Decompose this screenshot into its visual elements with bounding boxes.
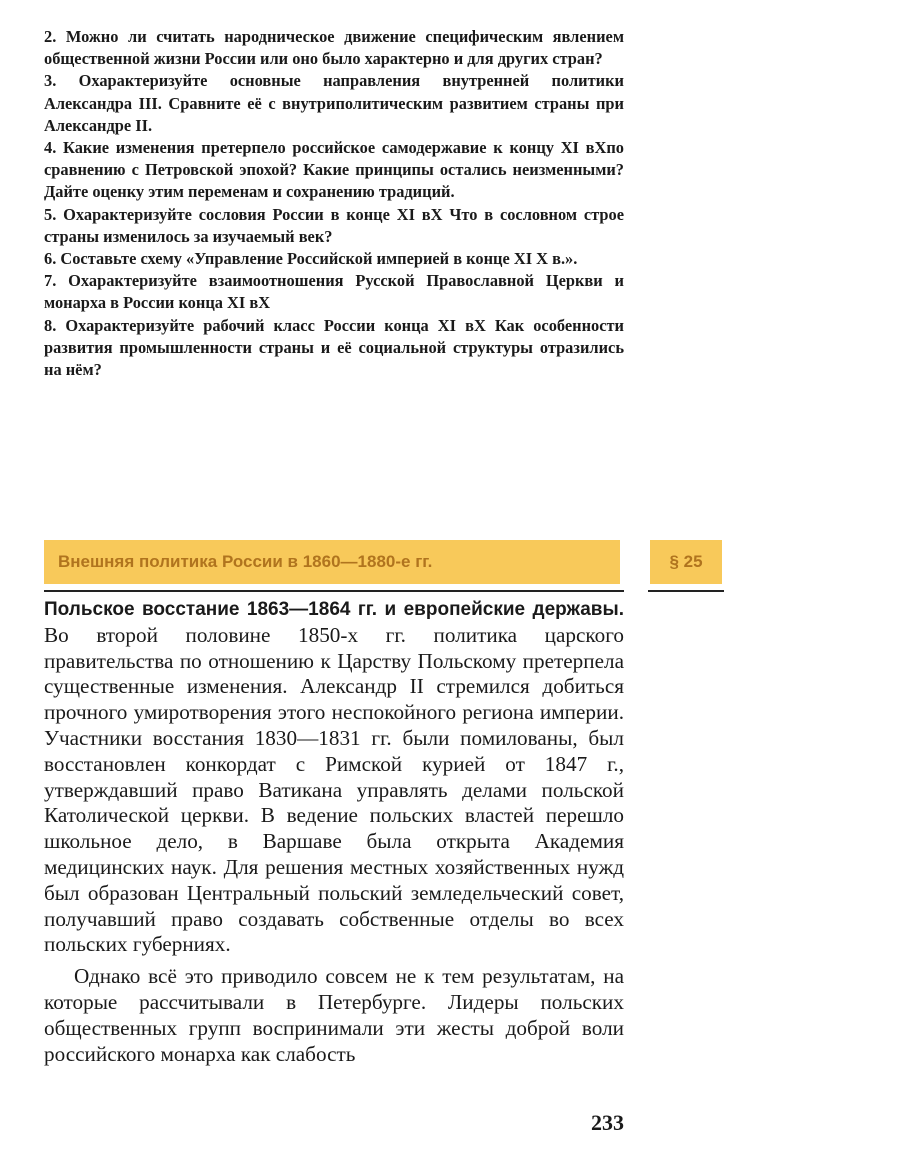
question-8: 8. Охарактеризуйте рабочий класс России конца XI вX Как особенности развития промышленности страны и её социальной структуры отразились на нём?	[44, 315, 624, 380]
paragraph-2: Однако всё это приводило совсем не к тем результатам, на которые рассчитывали в Петербурге. Лидеры польских общественных групп воспринимали эти жесты доброй воли российского монарха как слабость	[44, 964, 624, 1066]
review-questions	[44, 26, 624, 381]
paragraph-1	[44, 596, 624, 958]
section-title: Внешняя политика России в 1860—1880-е гг.	[58, 552, 433, 571]
article-body	[44, 596, 624, 1067]
question-5: 5. Охарактеризуйте сословия России в конце XI вX Что в сословном строе страны изменилось за изучаемый век?	[44, 204, 624, 246]
question-3: 3. Охарактеризуйте основные направления внутренней политики Александра III. Сравните её с внутриполитическим развитием страны при Александре II.	[44, 71, 624, 135]
page-number: 233	[591, 1110, 624, 1135]
question-4: 4. Какие изменения претерпело российское самодержавие к концу XI вXпо сравнению с Петровской эпохой? Какие принципы остались неизменными? Дайте оценку этим переменам и сохранению традиций.	[44, 138, 624, 202]
title-underline	[44, 590, 624, 592]
paragraph-heading: Польское восстание 1863—1864 гг. и европейские державы.	[44, 599, 624, 620]
question-2: 2. Можно ли считать народническое движение специфическим явлением общественной жизни России или оно было характерно и для других стран?	[44, 27, 624, 69]
question-7: 7. Охарактеризуйте взаимоотношения Русской Православной Церкви и монарха в России конца XI вX	[44, 271, 624, 313]
question-6: 6. Составьте схему «Управление Российской империей в конце XI X в.».	[44, 249, 578, 269]
section-number-band	[650, 540, 722, 584]
section-title-band	[44, 540, 620, 584]
number-underline	[648, 590, 724, 592]
section-number: § 25	[669, 552, 703, 571]
paragraph-1-text: Во второй половине 1850-х гг. политика царского правительства по отношению к Царству Польскому претерпела существенные изменения. Александр II стремился добиться прочного умиротворения этого неспокойного региона империи. Участники восстания 1830—1831 гг. были помилованы, был восстановлен конкордат с Римской курией от 1847 г., утверждавший право Ватикана управлять делами польской Католической церкви. В ведение польских властей перешло школьное дело, в Варшаве была открыта Академия медицинских наук. Для решения местных хозяйственных нужд был образован Центральный польский земледельческий совет, получавший право создавать собственные отделы во всех польских губерниях.	[44, 622, 624, 957]
